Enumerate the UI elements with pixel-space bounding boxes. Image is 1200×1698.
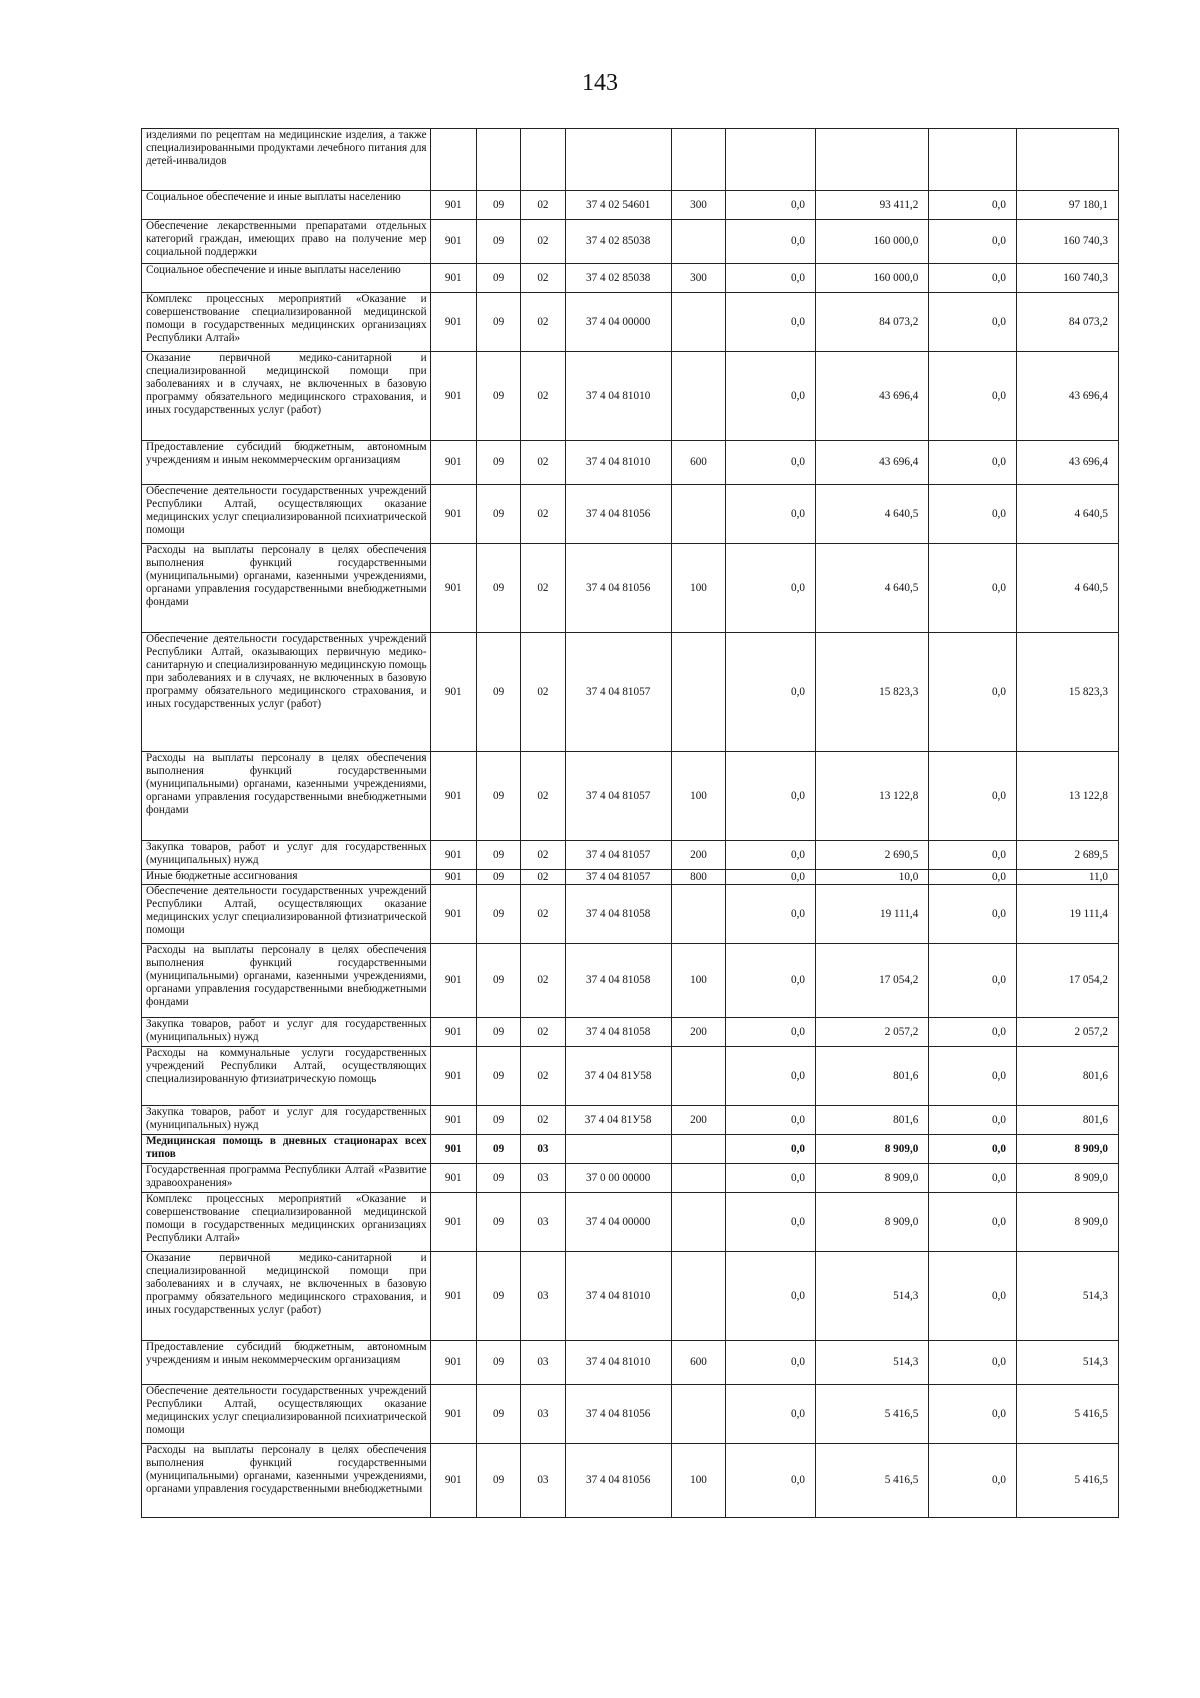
row-amount-2: 160 000,0: [815, 220, 928, 264]
row-subsection-code: 02: [521, 352, 565, 441]
row-amount-4: 514,3: [1016, 1341, 1118, 1385]
table-row: [142, 944, 1119, 1018]
row-amount-1: 0,0: [726, 191, 816, 220]
row-amount-1: 0,0: [726, 1047, 816, 1106]
row-amount-3: 0,0: [929, 1193, 1017, 1252]
row-amount-3: 0,0: [929, 841, 1017, 870]
row-amount-4: 8 909,0: [1016, 1193, 1118, 1252]
row-target-article: 37 4 04 81057: [565, 870, 671, 885]
row-amount-2: 2 690,5: [815, 841, 928, 870]
row-amount-3: 0,0: [929, 485, 1017, 544]
row-section-code: 09: [476, 1047, 520, 1106]
row-amount-4: 15 823,3: [1016, 633, 1118, 752]
row-department-code: 901: [430, 544, 476, 633]
row-description: Обеспечение деятельности государственных учреждений Республики Алтай, осуществляющих оказание медицинских услуг специализированной фтизиатрической помощи: [142, 885, 431, 944]
row-amount-4: 11,0: [1016, 870, 1118, 885]
row-department-code: 901: [430, 1341, 476, 1385]
row-amount-3: 0,0: [929, 752, 1017, 841]
row-amount-3: 0,0: [929, 544, 1017, 633]
row-expense-type: [671, 633, 726, 752]
row-section-code: 09: [476, 1385, 520, 1444]
row-section-code: 09: [476, 544, 520, 633]
row-amount-4: 801,6: [1016, 1047, 1118, 1106]
row-amount-4: 5 416,5: [1016, 1385, 1118, 1444]
row-subsection-code: 02: [521, 885, 565, 944]
row-amount-1: 0,0: [726, 944, 816, 1018]
row-expense-type: [671, 1164, 726, 1193]
row-expense-type: [671, 293, 726, 352]
row-amount-4: 2 057,2: [1016, 1018, 1118, 1047]
row-amount-3: [929, 129, 1017, 191]
row-description: Закупка товаров, работ и услуг для государственных (муниципальных) нужд: [142, 1106, 431, 1135]
table-row: [142, 633, 1119, 752]
row-amount-1: 0,0: [726, 870, 816, 885]
row-description: Закупка товаров, работ и услуг для государственных (муниципальных) нужд: [142, 1018, 431, 1047]
row-amount-3: 0,0: [929, 1135, 1017, 1164]
row-amount-2: 13 122,8: [815, 752, 928, 841]
row-target-article: 37 4 04 81058: [565, 944, 671, 1018]
row-target-article: 37 4 02 85038: [565, 264, 671, 293]
row-amount-4: 43 696,4: [1016, 352, 1118, 441]
table-row: [142, 441, 1119, 485]
row-section-code: 09: [476, 191, 520, 220]
row-target-article: 37 0 00 00000: [565, 1164, 671, 1193]
row-amount-3: 0,0: [929, 1252, 1017, 1341]
row-section-code: 09: [476, 1106, 520, 1135]
row-expense-type: [671, 1252, 726, 1341]
table-row: [142, 485, 1119, 544]
row-amount-2: 15 823,3: [815, 633, 928, 752]
row-amount-3: 0,0: [929, 352, 1017, 441]
row-expense-type: 600: [671, 441, 726, 485]
row-amount-1: 0,0: [726, 1341, 816, 1385]
row-amount-4: 19 111,4: [1016, 885, 1118, 944]
table-row: [142, 1341, 1119, 1385]
row-expense-type: [671, 1047, 726, 1106]
row-subsection-code: 03: [521, 1252, 565, 1341]
row-amount-1: [726, 129, 816, 191]
row-target-article: 37 4 04 00000: [565, 293, 671, 352]
row-section-code: 09: [476, 752, 520, 841]
row-subsection-code: 03: [521, 1135, 565, 1164]
row-amount-3: 0,0: [929, 441, 1017, 485]
row-expense-type: [671, 1135, 726, 1164]
row-subsection-code: 02: [521, 1018, 565, 1047]
row-amount-4: 514,3: [1016, 1252, 1118, 1341]
row-amount-1: 0,0: [726, 885, 816, 944]
row-amount-1: 0,0: [726, 220, 816, 264]
row-description: Социальное обеспечение и иные выплаты населению: [142, 191, 431, 220]
row-amount-1: 0,0: [726, 752, 816, 841]
row-amount-1: 0,0: [726, 1444, 816, 1518]
table-row: [142, 841, 1119, 870]
table-row: [142, 1252, 1119, 1341]
row-amount-3: 0,0: [929, 1106, 1017, 1135]
table-row: [142, 1385, 1119, 1444]
table-row: [142, 191, 1119, 220]
row-department-code: 901: [430, 841, 476, 870]
row-expense-type: 200: [671, 1106, 726, 1135]
row-subsection-code: 03: [521, 1341, 565, 1385]
row-amount-1: 0,0: [726, 633, 816, 752]
row-expense-type: 100: [671, 1444, 726, 1518]
row-amount-3: 0,0: [929, 944, 1017, 1018]
row-amount-2: 514,3: [815, 1252, 928, 1341]
row-department-code: 901: [430, 944, 476, 1018]
row-amount-1: 0,0: [726, 441, 816, 485]
row-amount-3: 0,0: [929, 1164, 1017, 1193]
row-amount-1: 0,0: [726, 1135, 816, 1164]
row-amount-4: 8 909,0: [1016, 1164, 1118, 1193]
row-description: Комплекс процессных мероприятий «Оказание и совершенствование специализированной медицинской помощи в государственных медицинских организациях Республики Алтай»: [142, 1193, 431, 1252]
row-description: Обеспечение деятельности государственных учреждений Республики Алтай, осуществляющих оказание медицинских услуг специализированной психиатрической помощи: [142, 1385, 431, 1444]
row-department-code: 901: [430, 1385, 476, 1444]
row-department-code: 901: [430, 1018, 476, 1047]
row-expense-type: [671, 129, 726, 191]
row-target-article: 37 4 04 81У58: [565, 1106, 671, 1135]
row-expense-type: [671, 1193, 726, 1252]
row-amount-4: 8 909,0: [1016, 1135, 1118, 1164]
row-subsection-code: 02: [521, 264, 565, 293]
row-department-code: 901: [430, 633, 476, 752]
table-row: [142, 129, 1119, 191]
row-amount-2: 5 416,5: [815, 1444, 928, 1518]
budget-table-body: [142, 129, 1119, 1518]
row-subsection-code: 02: [521, 293, 565, 352]
row-subsection-code: 02: [521, 191, 565, 220]
table-row: [142, 1047, 1119, 1106]
row-amount-1: 0,0: [726, 1018, 816, 1047]
row-target-article: 37 4 04 81010: [565, 352, 671, 441]
row-subsection-code: 02: [521, 441, 565, 485]
row-amount-3: 0,0: [929, 191, 1017, 220]
row-amount-2: 8 909,0: [815, 1135, 928, 1164]
row-target-article: 37 4 04 81057: [565, 841, 671, 870]
row-section-code: 09: [476, 885, 520, 944]
row-amount-4: 160 740,3: [1016, 264, 1118, 293]
row-section-code: 09: [476, 1018, 520, 1047]
row-subsection-code: 02: [521, 1047, 565, 1106]
row-target-article: [565, 1135, 671, 1164]
row-amount-3: 0,0: [929, 1018, 1017, 1047]
table-row: [142, 352, 1119, 441]
row-department-code: 901: [430, 1164, 476, 1193]
row-amount-3: 0,0: [929, 264, 1017, 293]
row-amount-4: 13 122,8: [1016, 752, 1118, 841]
row-amount-4: [1016, 129, 1118, 191]
row-description: Предоставление субсидий бюджетным, автономным учреждениям и иным некоммерческим организациям: [142, 441, 431, 485]
row-expense-type: 200: [671, 1018, 726, 1047]
row-description: Оказание первичной медико-санитарной и специализированной медицинской помощи при заболеваниях и в случаях, не включенных в базовую программу обязательного медицинского страхования, и иных государственных услуг (работ): [142, 352, 431, 441]
row-target-article: 37 4 04 81058: [565, 885, 671, 944]
row-department-code: 901: [430, 1106, 476, 1135]
row-description: Иные бюджетные ассигнования: [142, 870, 431, 885]
row-amount-3: 0,0: [929, 633, 1017, 752]
row-department-code: 901: [430, 220, 476, 264]
row-section-code: 09: [476, 264, 520, 293]
row-amount-1: 0,0: [726, 352, 816, 441]
row-department-code: [430, 129, 476, 191]
row-subsection-code: 02: [521, 944, 565, 1018]
row-amount-1: 0,0: [726, 544, 816, 633]
row-description: Обеспечение деятельности государственных учреждений Республики Алтай, осуществляющих оказание медицинских услуг специализированной психиатрической помощи: [142, 485, 431, 544]
row-target-article: 37 4 02 85038: [565, 220, 671, 264]
row-subsection-code: 02: [521, 870, 565, 885]
row-amount-4: 2 689,5: [1016, 841, 1118, 870]
row-amount-3: 0,0: [929, 1444, 1017, 1518]
row-amount-2: 160 000,0: [815, 264, 928, 293]
row-amount-4: 4 640,5: [1016, 544, 1118, 633]
row-amount-4: 160 740,3: [1016, 220, 1118, 264]
row-target-article: 37 4 02 54601: [565, 191, 671, 220]
table-row: [142, 1135, 1119, 1164]
row-description: Комплекс процессных мероприятий «Оказание и совершенствование специализированной медицинской помощи в государственных медицинских организациях Республики Алтай»: [142, 293, 431, 352]
row-amount-1: 0,0: [726, 264, 816, 293]
row-expense-type: 200: [671, 841, 726, 870]
row-target-article: 37 4 04 81058: [565, 1018, 671, 1047]
row-amount-4: 5 416,5: [1016, 1444, 1118, 1518]
row-target-article: 37 4 04 81010: [565, 1252, 671, 1341]
row-amount-2: 4 640,5: [815, 544, 928, 633]
row-department-code: 901: [430, 1047, 476, 1106]
row-target-article: 37 4 04 81057: [565, 633, 671, 752]
table-row: [142, 1193, 1119, 1252]
row-amount-1: 0,0: [726, 1252, 816, 1341]
table-row: [142, 1018, 1119, 1047]
table-row: [142, 1106, 1119, 1135]
row-target-article: 37 4 04 81056: [565, 485, 671, 544]
row-subsection-code: 03: [521, 1444, 565, 1518]
row-subsection-code: 03: [521, 1385, 565, 1444]
row-description: Расходы на выплаты персоналу в целях обеспечения выполнения функций государственными (муниципальными) органами, казенными учреждениями, органами управления государственными внебюджетными фондами: [142, 944, 431, 1018]
row-description: изделиями по рецептам на медицинские изделия, а также специализированными продуктами лечебного питания для детей-инвалидов: [142, 129, 431, 191]
row-expense-type: [671, 352, 726, 441]
row-amount-4: 84 073,2: [1016, 293, 1118, 352]
row-amount-2: 514,3: [815, 1341, 928, 1385]
row-department-code: 901: [430, 1135, 476, 1164]
row-section-code: 09: [476, 1164, 520, 1193]
row-amount-2: 43 696,4: [815, 441, 928, 485]
row-section-code: 09: [476, 1193, 520, 1252]
row-amount-2: 8 909,0: [815, 1164, 928, 1193]
table-row: [142, 1444, 1119, 1518]
row-amount-1: 0,0: [726, 841, 816, 870]
row-department-code: 901: [430, 1252, 476, 1341]
row-subsection-code: 02: [521, 1106, 565, 1135]
row-section-code: 09: [476, 633, 520, 752]
row-section-code: 09: [476, 841, 520, 870]
row-subsection-code: 03: [521, 1193, 565, 1252]
row-expense-type: 100: [671, 944, 726, 1018]
page-number: 143: [582, 70, 618, 96]
row-expense-type: 800: [671, 870, 726, 885]
row-amount-2: 8 909,0: [815, 1193, 928, 1252]
row-department-code: 901: [430, 264, 476, 293]
row-amount-2: 17 054,2: [815, 944, 928, 1018]
budget-table: [141, 128, 1119, 1518]
row-amount-2: 2 057,2: [815, 1018, 928, 1047]
row-amount-2: [815, 129, 928, 191]
row-amount-1: 0,0: [726, 1164, 816, 1193]
row-expense-type: 100: [671, 544, 726, 633]
row-amount-3: 0,0: [929, 885, 1017, 944]
row-amount-3: 0,0: [929, 1047, 1017, 1106]
row-description: Обеспечение лекарственными препаратами отдельных категорий граждан, имеющих право на получение мер социальной поддержки: [142, 220, 431, 264]
table-row: [142, 264, 1119, 293]
table-row: [142, 752, 1119, 841]
row-expense-type: 600: [671, 1341, 726, 1385]
table-row: [142, 293, 1119, 352]
row-target-article: 37 4 04 00000: [565, 1193, 671, 1252]
row-target-article: [565, 129, 671, 191]
row-amount-2: 801,6: [815, 1047, 928, 1106]
row-subsection-code: 02: [521, 220, 565, 264]
row-expense-type: [671, 1385, 726, 1444]
row-description: Обеспечение деятельности государственных учреждений Республики Алтай, оказывающих первичную медико-санитарную и специализированную медицинскую помощь при заболеваниях и в случаях, не включенных в базовую программу обязательного медицинского страхования, и иных государственных услуг (работ): [142, 633, 431, 752]
row-description: Социальное обеспечение и иные выплаты населению: [142, 264, 431, 293]
row-section-code: 09: [476, 293, 520, 352]
row-section-code: 09: [476, 944, 520, 1018]
row-amount-2: 10,0: [815, 870, 928, 885]
row-section-code: 09: [476, 352, 520, 441]
row-amount-2: 43 696,4: [815, 352, 928, 441]
row-expense-type: [671, 885, 726, 944]
row-amount-4: 17 054,2: [1016, 944, 1118, 1018]
row-expense-type: 300: [671, 191, 726, 220]
row-amount-2: 801,6: [815, 1106, 928, 1135]
row-section-code: 09: [476, 1341, 520, 1385]
table-row: [142, 870, 1119, 885]
row-amount-4: 97 180,1: [1016, 191, 1118, 220]
row-target-article: 37 4 04 81056: [565, 1444, 671, 1518]
row-section-code: 09: [476, 1252, 520, 1341]
row-amount-3: 0,0: [929, 1341, 1017, 1385]
row-amount-4: 801,6: [1016, 1106, 1118, 1135]
row-expense-type: 100: [671, 752, 726, 841]
row-amount-1: 0,0: [726, 485, 816, 544]
row-amount-4: 4 640,5: [1016, 485, 1118, 544]
row-subsection-code: 03: [521, 1164, 565, 1193]
row-amount-4: 43 696,4: [1016, 441, 1118, 485]
row-target-article: 37 4 04 81У58: [565, 1047, 671, 1106]
row-department-code: 901: [430, 485, 476, 544]
table-row: [142, 220, 1119, 264]
row-expense-type: 300: [671, 264, 726, 293]
row-description: Медицинская помощь в дневных стационарах всех типов: [142, 1135, 431, 1164]
row-department-code: 901: [430, 885, 476, 944]
row-description: Государственная программа Республики Алтай «Развитие здравоохранения»: [142, 1164, 431, 1193]
row-subsection-code: [521, 129, 565, 191]
row-description: Расходы на выплаты персоналу в целях обеспечения выполнения функций государственными (муниципальными) органами, казенными учреждениями, органами управления государственными внебюджетными фондами: [142, 544, 431, 633]
table-row: [142, 544, 1119, 633]
row-amount-2: 5 416,5: [815, 1385, 928, 1444]
row-description: Закупка товаров, работ и услуг для государственных (муниципальных) нужд: [142, 841, 431, 870]
row-section-code: 09: [476, 441, 520, 485]
row-section-code: 09: [476, 1135, 520, 1164]
row-amount-2: 4 640,5: [815, 485, 928, 544]
row-description: Расходы на выплаты персоналу в целях обеспечения выполнения функций государственными (муниципальными) органами, казенными учреждениями, органами управления государственными внебюджетными фондами: [142, 752, 431, 841]
row-description: Расходы на выплаты персоналу в целях обеспечения выполнения функций государственными (муниципальными) органами, казенными учреждениями, органами управления государственными внебюджетными: [142, 1444, 431, 1518]
row-expense-type: [671, 220, 726, 264]
row-section-code: 09: [476, 870, 520, 885]
row-department-code: 901: [430, 352, 476, 441]
table-row: [142, 885, 1119, 944]
row-amount-2: 84 073,2: [815, 293, 928, 352]
row-amount-3: 0,0: [929, 870, 1017, 885]
row-section-code: [476, 129, 520, 191]
row-section-code: 09: [476, 1444, 520, 1518]
row-target-article: 37 4 04 81056: [565, 1385, 671, 1444]
row-subsection-code: 02: [521, 841, 565, 870]
table-row: [142, 1164, 1119, 1193]
row-amount-1: 0,0: [726, 293, 816, 352]
row-target-article: 37 4 04 81057: [565, 752, 671, 841]
row-amount-3: 0,0: [929, 220, 1017, 264]
row-amount-3: 0,0: [929, 293, 1017, 352]
row-department-code: 901: [430, 191, 476, 220]
row-description: Предоставление субсидий бюджетным, автономным учреждениям и иным некоммерческим организациям: [142, 1341, 431, 1385]
row-department-code: 901: [430, 1193, 476, 1252]
row-target-article: 37 4 04 81056: [565, 544, 671, 633]
row-amount-1: 0,0: [726, 1385, 816, 1444]
row-section-code: 09: [476, 485, 520, 544]
row-target-article: 37 4 04 81010: [565, 1341, 671, 1385]
row-subsection-code: 02: [521, 633, 565, 752]
row-amount-1: 0,0: [726, 1193, 816, 1252]
row-amount-1: 0,0: [726, 1106, 816, 1135]
row-department-code: 901: [430, 870, 476, 885]
row-section-code: 09: [476, 220, 520, 264]
row-department-code: 901: [430, 441, 476, 485]
row-description: Оказание первичной медико-санитарной и специализированной медицинской помощи при заболеваниях и в случаях, не включенных в базовую программу обязательного медицинского страхования, и иных государственных услуг (работ): [142, 1252, 431, 1341]
row-amount-2: 19 111,4: [815, 885, 928, 944]
row-expense-type: [671, 485, 726, 544]
row-department-code: 901: [430, 752, 476, 841]
row-subsection-code: 02: [521, 485, 565, 544]
row-subsection-code: 02: [521, 544, 565, 633]
row-amount-3: 0,0: [929, 1385, 1017, 1444]
row-department-code: 901: [430, 293, 476, 352]
row-subsection-code: 02: [521, 752, 565, 841]
row-department-code: 901: [430, 1444, 476, 1518]
row-amount-2: 93 411,2: [815, 191, 928, 220]
row-target-article: 37 4 04 81010: [565, 441, 671, 485]
row-description: Расходы на коммунальные услуги государственных учреждений Республики Алтай, осуществляющих специализированную фтизиатрическую помощь: [142, 1047, 431, 1106]
